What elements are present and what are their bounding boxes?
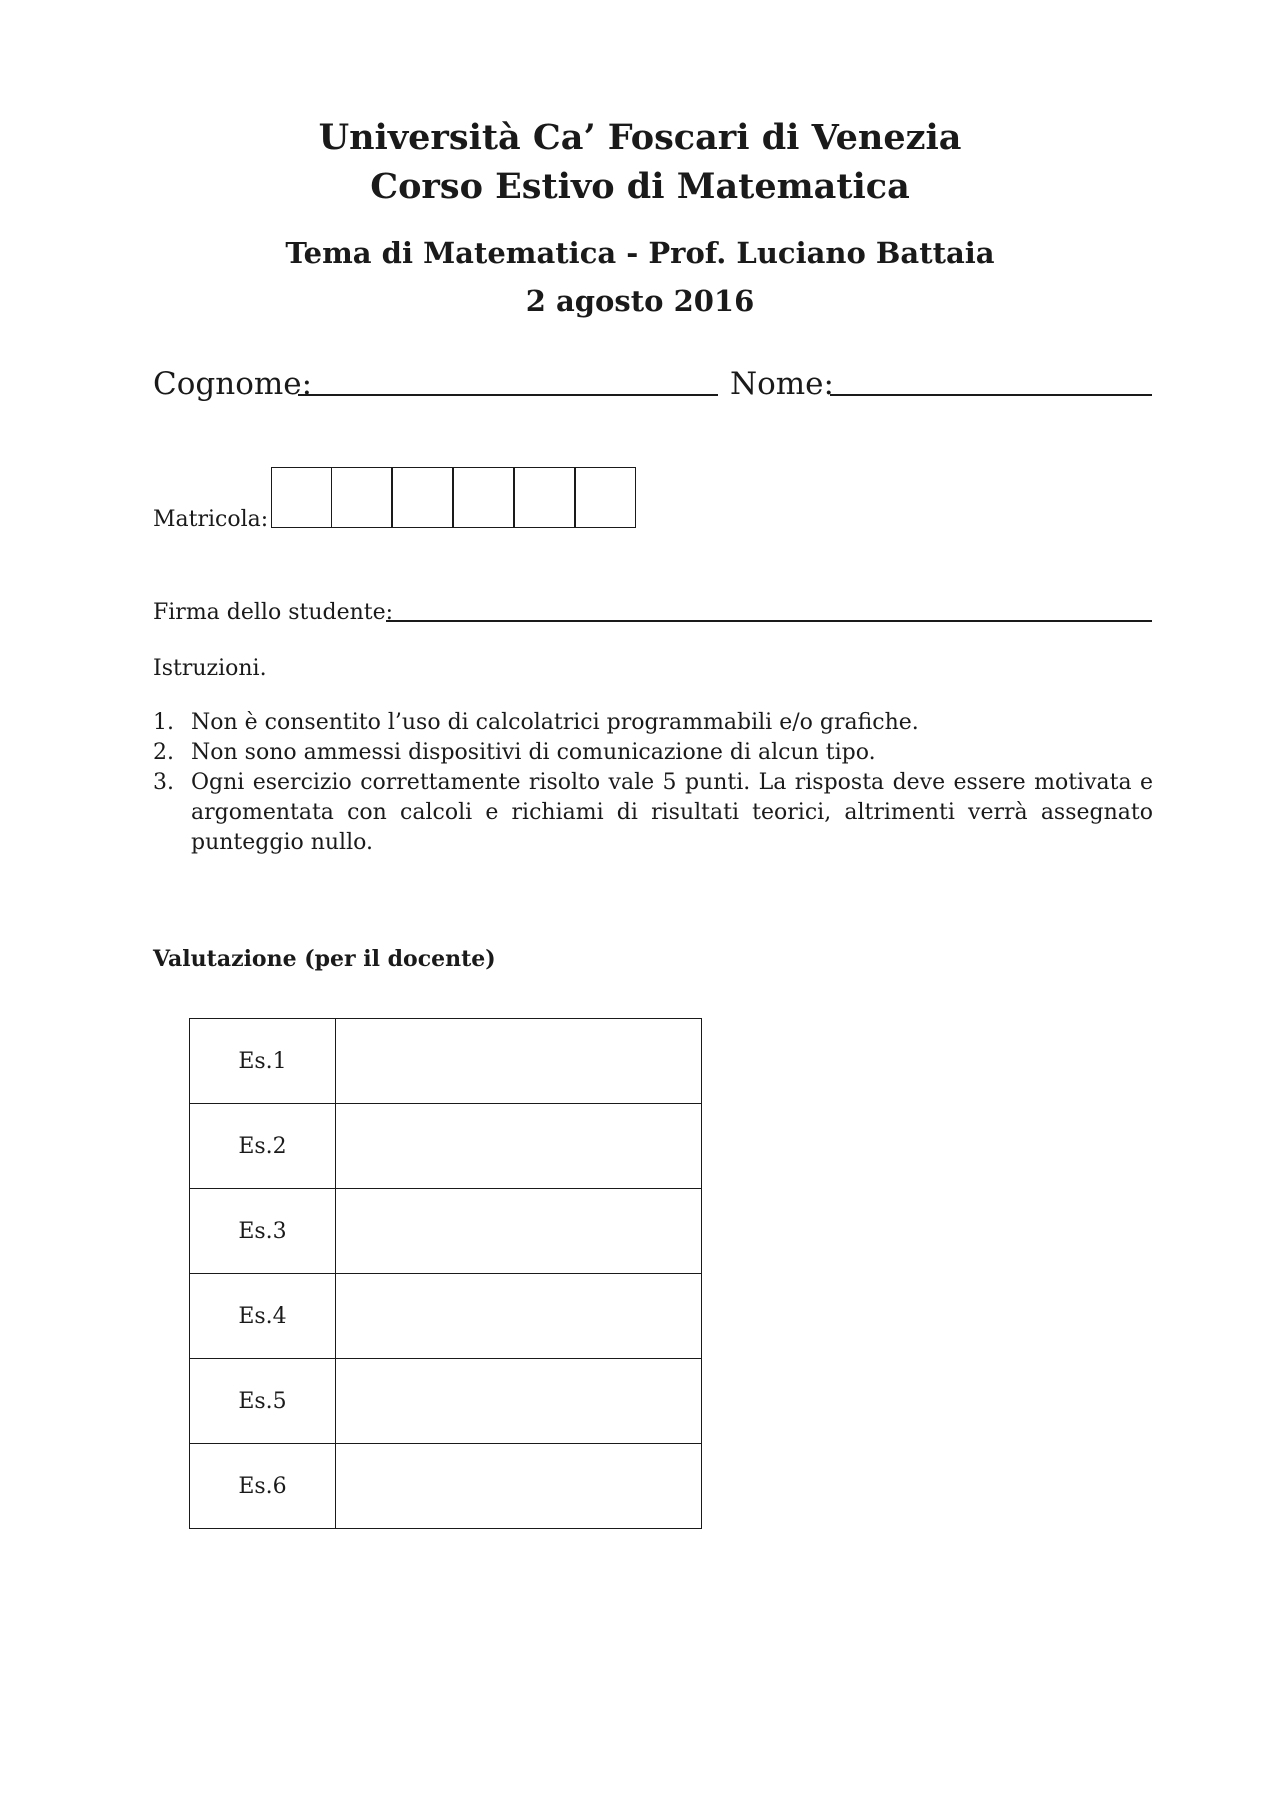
matricola-label: Matricola: [153,507,269,532]
instruction-number: 1. [153,710,174,735]
score-cell[interactable] [336,1104,702,1189]
instruction-text: Non sono ammessi dispositivi di comunicazione di alcun tipo. [191,740,876,765]
exercise-label: Es.3 [190,1189,336,1274]
instruction-number: 2. [153,740,174,765]
score-cell[interactable] [336,1274,702,1359]
evaluation-table [189,1018,702,1529]
name-field[interactable] [830,394,1152,396]
instruction-item [153,768,1153,858]
score-cell[interactable] [336,1444,702,1529]
instruction-text: Non è consentito l’uso di calcolatrici programmabili e/o grafiche. [191,710,919,735]
exam-title: Tema di Matematica - Prof. Luciano Battaia [285,236,995,270]
exercise-label: Es.6 [190,1444,336,1529]
surname-field[interactable] [298,394,718,396]
table-row [190,1359,702,1444]
score-cell[interactable] [336,1359,702,1444]
instruction-item [153,708,1153,738]
table-row [190,1019,702,1104]
signature-field[interactable] [386,620,1152,622]
surname-label: Cognome: [153,366,313,402]
course-title: Corso Estivo di Matematica [370,166,910,207]
name-label: Nome: [730,366,834,402]
matricola-digit-box[interactable] [271,467,332,528]
exercise-label: Es.2 [190,1104,336,1189]
matricola-digit-box[interactable] [514,467,575,528]
score-cell[interactable] [336,1019,702,1104]
table-row [190,1444,702,1529]
university-title: Università Ca’ Foscari di Venezia [318,117,962,158]
instructions-list [153,708,1153,858]
exercise-label: Es.1 [190,1019,336,1104]
evaluation-heading: Valutazione (per il docente) [153,946,496,972]
instruction-text: Ogni esercizio correttamente risolto vale 5 punti. La risposta deve essere motivata e argomentata con calcoli e richiami di risultati teorici, altrimenti verrà assegnato punteggio nullo. [191,770,1153,855]
table-row [190,1274,702,1359]
exercise-label: Es.5 [190,1359,336,1444]
matricola-digit-box[interactable] [453,467,514,528]
matricola-digit-box[interactable] [575,467,636,528]
instruction-item [153,738,1153,768]
matricola-digit-box[interactable] [392,467,453,528]
exercise-label: Es.4 [190,1274,336,1359]
exam-date: 2 agosto 2016 [525,284,755,318]
signature-label: Firma dello studente: [153,600,394,625]
matricola-digit-box[interactable] [331,467,392,528]
table-row [190,1189,702,1274]
instructions-heading: Istruzioni. [153,656,267,681]
instruction-number: 3. [153,770,174,795]
score-cell[interactable] [336,1189,702,1274]
table-row [190,1104,702,1189]
